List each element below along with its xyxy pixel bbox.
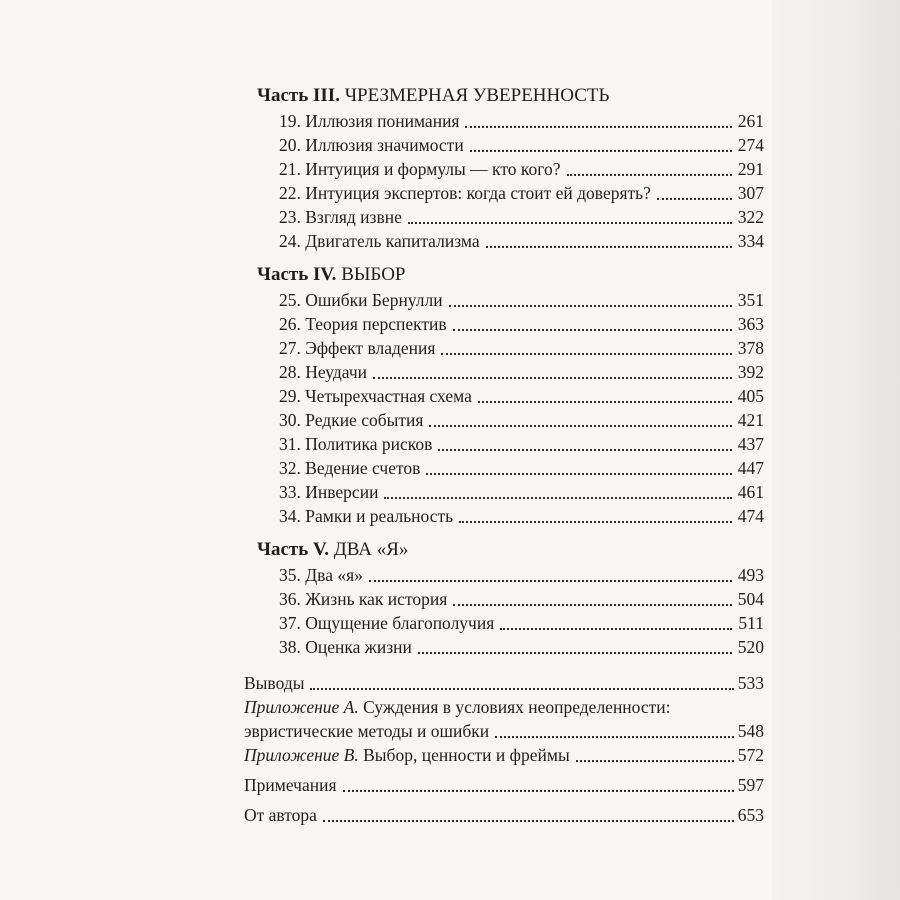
part-number: Часть III. — [257, 85, 340, 106]
toc-entry — [244, 288, 764, 312]
page-number: 378 — [737, 338, 764, 358]
table-of-contents — [244, 84, 764, 827]
chapter-title: 24. Двигатель капитализма — [279, 231, 480, 251]
toc-entry — [244, 133, 764, 157]
spacer — [244, 253, 764, 263]
toc-entry — [244, 456, 764, 480]
toc-entry — [244, 587, 764, 611]
page-number: 437 — [737, 434, 764, 454]
chapter-title: 35. Два «я» — [279, 565, 363, 585]
chapter-title: 21. Интуиция и формулы — кто кого? — [279, 159, 561, 179]
leader-dots — [567, 174, 733, 176]
part-heading — [257, 263, 764, 287]
chapter-title: 23. Взгляд извне — [279, 207, 402, 227]
appendix-label: Приложение А. — [244, 697, 359, 717]
chapter-title: 29. Четырехчастная схема — [279, 386, 472, 406]
toc-entry — [244, 157, 764, 181]
leader-dots — [429, 425, 732, 427]
leader-dots — [453, 604, 732, 606]
part-title: ДВА «Я» — [333, 539, 409, 560]
chapter-title: 27. Эффект владения — [279, 338, 436, 358]
page-number: 461 — [737, 482, 764, 502]
chapter-title: 38. Оценка жизни — [279, 637, 412, 657]
appendix-title-line2: эвристические методы и ошибки — [244, 721, 490, 741]
entry-title: Выводы — [244, 673, 305, 693]
adjacent-page-edge — [772, 0, 900, 900]
leader-dots — [478, 401, 732, 403]
leader-dots — [426, 473, 732, 475]
page-number: 474 — [737, 506, 764, 526]
page-number: 653 — [737, 805, 764, 825]
spacer — [244, 528, 764, 538]
page-number: 291 — [737, 159, 764, 179]
toc-entry — [244, 181, 764, 205]
toc-entry — [244, 360, 764, 384]
leader-dots — [470, 150, 732, 152]
toc-entry-appendix-b — [244, 743, 764, 767]
toc-entry — [244, 611, 764, 635]
toc-entry — [244, 408, 764, 432]
chapter-title: 26. Теория перспектив — [279, 314, 447, 334]
page-number: 274 — [737, 135, 764, 155]
leader-dots — [441, 353, 732, 355]
leader-dots — [449, 305, 732, 307]
leader-dots — [576, 760, 734, 762]
page-number: 597 — [737, 775, 764, 795]
leader-dots — [310, 688, 733, 690]
leader-dots — [500, 628, 732, 630]
leader-dots — [369, 580, 732, 582]
chapter-title: 32. Ведение счетов — [279, 458, 421, 478]
chapter-title: 34. Рамки и реальность — [279, 506, 454, 526]
toc-entry — [244, 109, 764, 133]
chapter-title: 22. Интуиция экспертов: когда стоит ей доверять? — [279, 183, 651, 203]
page-number: 504 — [737, 589, 764, 609]
appendix-title: Выбор, ценности и фреймы — [363, 745, 570, 765]
leader-dots — [438, 449, 732, 451]
toc-entry — [244, 563, 764, 587]
toc-entry-conclusions — [244, 671, 764, 695]
leader-dots — [465, 126, 732, 128]
appendix-label: Приложение В. — [244, 745, 359, 765]
toc-entry — [244, 312, 764, 336]
leader-dots — [384, 497, 732, 499]
leader-dots — [486, 246, 732, 248]
part-number: Часть V. — [257, 539, 330, 560]
leader-dots — [657, 198, 732, 200]
part-heading — [257, 538, 764, 562]
entry-title: Примечания — [244, 775, 337, 795]
page-number: 520 — [737, 637, 764, 657]
chapter-title: 30. Редкие события — [279, 410, 424, 430]
toc-entry — [244, 384, 764, 408]
chapter-title: 20. Иллюзия значимости — [279, 135, 464, 155]
page-number: 334 — [737, 231, 764, 251]
page-number: 572 — [737, 745, 764, 765]
toc-entry-notes — [244, 773, 764, 797]
toc-entry — [244, 480, 764, 504]
page-number: 421 — [737, 410, 764, 430]
page-number: 351 — [737, 290, 764, 310]
page-number: 405 — [737, 386, 764, 406]
page-number: 363 — [737, 314, 764, 334]
toc-entry — [244, 504, 764, 528]
spacer — [244, 659, 764, 671]
page-number: 493 — [737, 565, 764, 585]
page-number: 307 — [737, 183, 764, 203]
leader-dots — [495, 736, 734, 738]
page-number: 261 — [737, 111, 764, 131]
chapter-title: 31. Политика рисков — [279, 434, 433, 454]
page-number: 392 — [737, 362, 764, 382]
toc-entry — [244, 432, 764, 456]
chapter-title: 19. Иллюзия понимания — [279, 111, 460, 131]
toc-entry-appendix-a-cont — [244, 719, 764, 743]
chapter-title: 28. Неудачи — [279, 362, 368, 382]
part-title: ЧРЕЗМЕРНАЯ УВЕРЕННОСТЬ — [344, 85, 610, 106]
page-number: 447 — [737, 458, 764, 478]
chapter-title: 37. Ощущение благополучия — [279, 613, 495, 633]
page-number: 511 — [738, 613, 764, 633]
leader-dots — [408, 222, 732, 224]
leader-dots — [418, 652, 732, 654]
chapter-title: 36. Жизнь как история — [279, 589, 448, 609]
leader-dots — [323, 820, 734, 822]
toc-entry — [244, 205, 764, 229]
toc-entry — [244, 635, 764, 659]
page-number: 548 — [737, 721, 764, 741]
toc-entry — [244, 229, 764, 253]
leader-dots — [343, 790, 734, 792]
toc-entry-author — [244, 803, 764, 827]
leader-dots — [453, 329, 732, 331]
toc-entry-appendix-a — [244, 695, 764, 719]
page-number: 322 — [737, 207, 764, 227]
part-title: ВЫБОР — [341, 264, 406, 285]
leader-dots — [459, 521, 732, 523]
chapter-title: 33. Инверсии — [279, 482, 379, 502]
chapter-title: 25. Ошибки Бернулли — [279, 290, 443, 310]
entry-title: От автора — [244, 805, 317, 825]
part-heading — [257, 84, 764, 108]
page-number: 533 — [737, 673, 764, 693]
part-number: Часть IV. — [257, 264, 337, 285]
toc-entry — [244, 336, 764, 360]
appendix-title-line1: Суждения в условиях неопределенности: — [363, 697, 671, 717]
leader-dots — [373, 377, 732, 379]
